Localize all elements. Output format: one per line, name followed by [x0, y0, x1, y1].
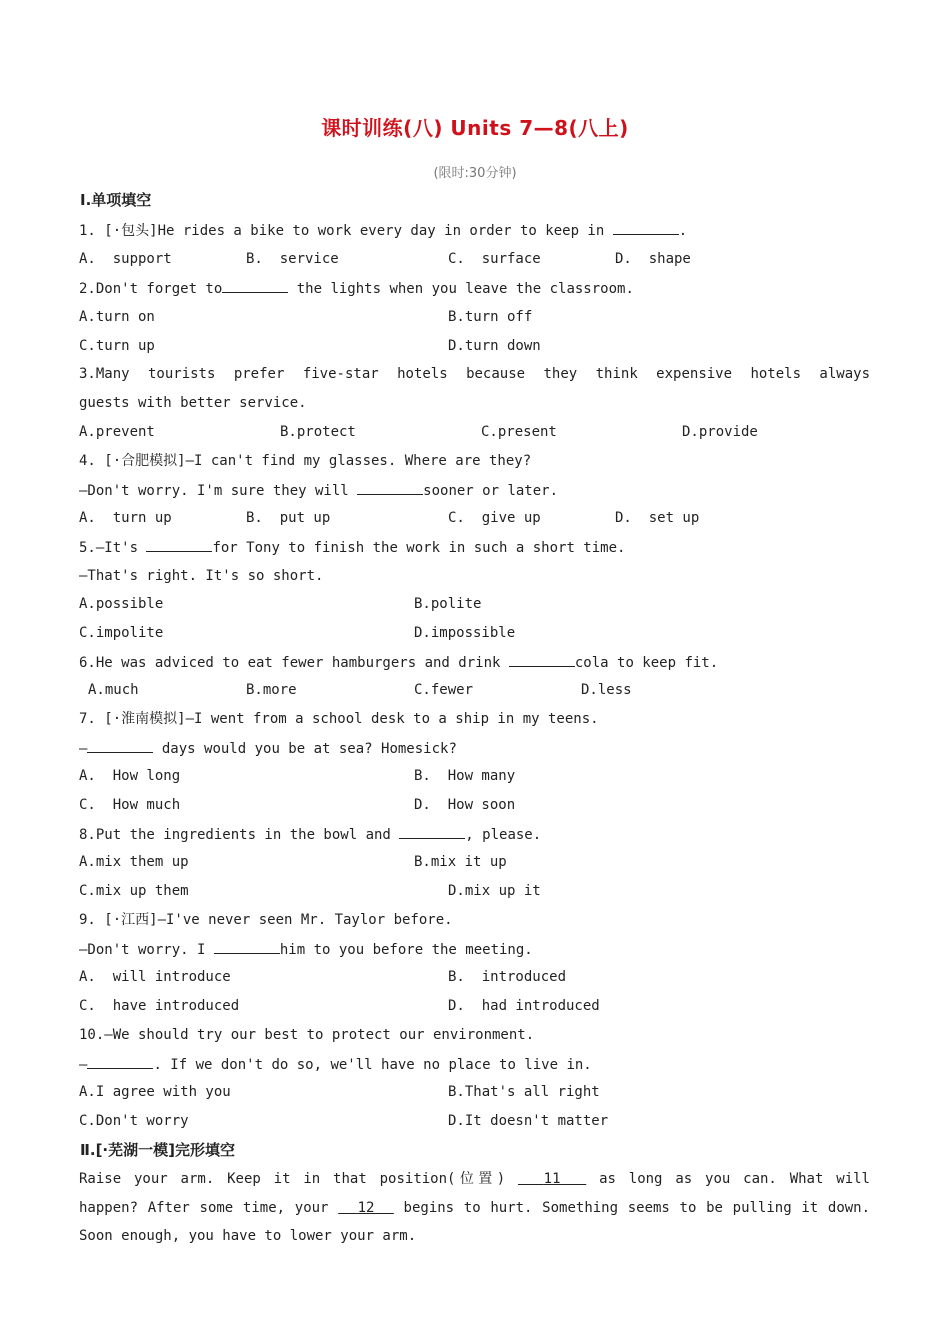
option-b: B. How many: [414, 768, 516, 784]
question-5: 5.—It's for Tony to finish the work in such a short time.: [79, 537, 625, 558]
option-c: C.present: [481, 424, 557, 440]
option-d: D. set up: [615, 510, 700, 526]
option-d: D.mix up it: [448, 883, 541, 899]
question-4-reply: —Don't worry. I'm sure they will sooner or later.: [79, 480, 558, 501]
option-d: D. shape: [615, 251, 691, 267]
blank-number-12: 12: [357, 1200, 375, 1216]
question-6: 6.He was adviced to eat fewer hamburgers and drink cola to keep fit.: [79, 652, 718, 673]
option-c: C.mix up them: [79, 883, 189, 899]
question-8: 8.Put the ingredients in the bowl and , please.: [79, 824, 541, 845]
question-3-continued: guests with better service.: [79, 395, 307, 411]
option-b: B. introduced: [448, 969, 567, 985]
option-d: D.impossible: [414, 625, 516, 641]
option-a: A. will introduce: [79, 969, 231, 985]
option-b: B.more: [246, 682, 297, 698]
option-b: B. service: [246, 251, 339, 267]
option-c: C. give up: [448, 510, 541, 526]
passage-line-3: Soon enough, you have to lower your arm.: [79, 1228, 417, 1244]
option-a: A. How long: [79, 768, 181, 784]
option-b: B.polite: [414, 596, 482, 612]
question-10-reply: — . If we don't do so, we'll have no place to live in.: [79, 1054, 592, 1075]
question-2: 2.Don't forget to the lights when you leave the classroom.: [79, 278, 634, 299]
option-a: A.prevent: [79, 424, 155, 440]
option-d: D.It doesn't matter: [448, 1113, 609, 1129]
answer-blank: [87, 1054, 153, 1069]
option-c: C.fewer: [414, 682, 474, 698]
option-b: B.protect: [280, 424, 356, 440]
option-c: C. surface: [448, 251, 541, 267]
answer-blank: [357, 480, 423, 495]
question-9: 9. [·江西]—I've never seen Mr. Taylor before.: [79, 912, 453, 928]
option-b: B. put up: [246, 510, 331, 526]
answer-blank: [87, 738, 153, 753]
option-a: A. turn up: [79, 510, 172, 526]
option-c: C.impolite: [79, 625, 164, 641]
answer-blank: [222, 278, 288, 293]
option-c: C. How much: [79, 797, 181, 813]
question-10: 10.—We should try our best to protect our environment.: [79, 1027, 535, 1043]
question-3: 3.Many tourists prefer five-star hotels because they think expensive hotels always: [79, 366, 870, 382]
option-a: A. support: [79, 251, 172, 267]
question-9-reply: —Don't worry. I him to you before the meeting.: [79, 939, 533, 960]
question-5-reply: —That's right. It's so short.: [79, 568, 324, 584]
option-c: C.Don't worry: [79, 1113, 189, 1129]
option-d: D.less: [581, 682, 632, 698]
option-b: B.turn off: [448, 309, 533, 325]
answer-blank: [146, 537, 212, 552]
option-a: A.mix them up: [79, 854, 189, 870]
answer-blank: [214, 939, 280, 954]
section-heading-single-choice: Ⅰ.单项填空: [80, 191, 152, 209]
option-d: D. had introduced: [448, 998, 600, 1014]
option-d: D.turn down: [448, 338, 541, 354]
answer-blank: [613, 220, 679, 235]
option-c: C.turn up: [79, 338, 155, 354]
option-a: A.much: [88, 682, 139, 698]
option-a: A.I agree with you: [79, 1084, 231, 1100]
blank-number-11: 11: [543, 1171, 561, 1187]
section-heading-cloze: Ⅱ.[·芜湖一模]完形填空: [80, 1141, 236, 1159]
passage-line-1: Raise your arm. Keep it in that position(位置) 11 as long as you can. What will: [79, 1171, 870, 1187]
option-d: D.provide: [682, 424, 758, 440]
answer-blank: [509, 652, 575, 667]
answer-blank: [399, 824, 465, 839]
option-a: A.possible: [79, 596, 164, 612]
option-a: A.turn on: [79, 309, 155, 325]
option-d: D. How soon: [414, 797, 516, 813]
question-4: 4. [·合肥模拟]—I can't find my glasses. Where are they?: [79, 453, 532, 469]
question-7-reply: — days would you be at sea? Homesick?: [79, 738, 457, 759]
question-1: 1. [·包头]He rides a bike to work every day in order to keep in .: [79, 220, 687, 241]
page-title: 课时训练(八) Units 7—8(八上): [321, 116, 629, 140]
option-b: B.That's all right: [448, 1084, 600, 1100]
passage-line-2: happen? After some time, your 12 begins to hurt. Something seems to be pulling it down.: [79, 1200, 871, 1216]
time-limit: (限时:30分钟): [433, 166, 517, 181]
question-7: 7. [·淮南模拟]—I went from a school desk to a ship in my teens.: [79, 711, 599, 727]
option-b: B.mix it up: [414, 854, 507, 870]
option-c: C. have introduced: [79, 998, 240, 1014]
